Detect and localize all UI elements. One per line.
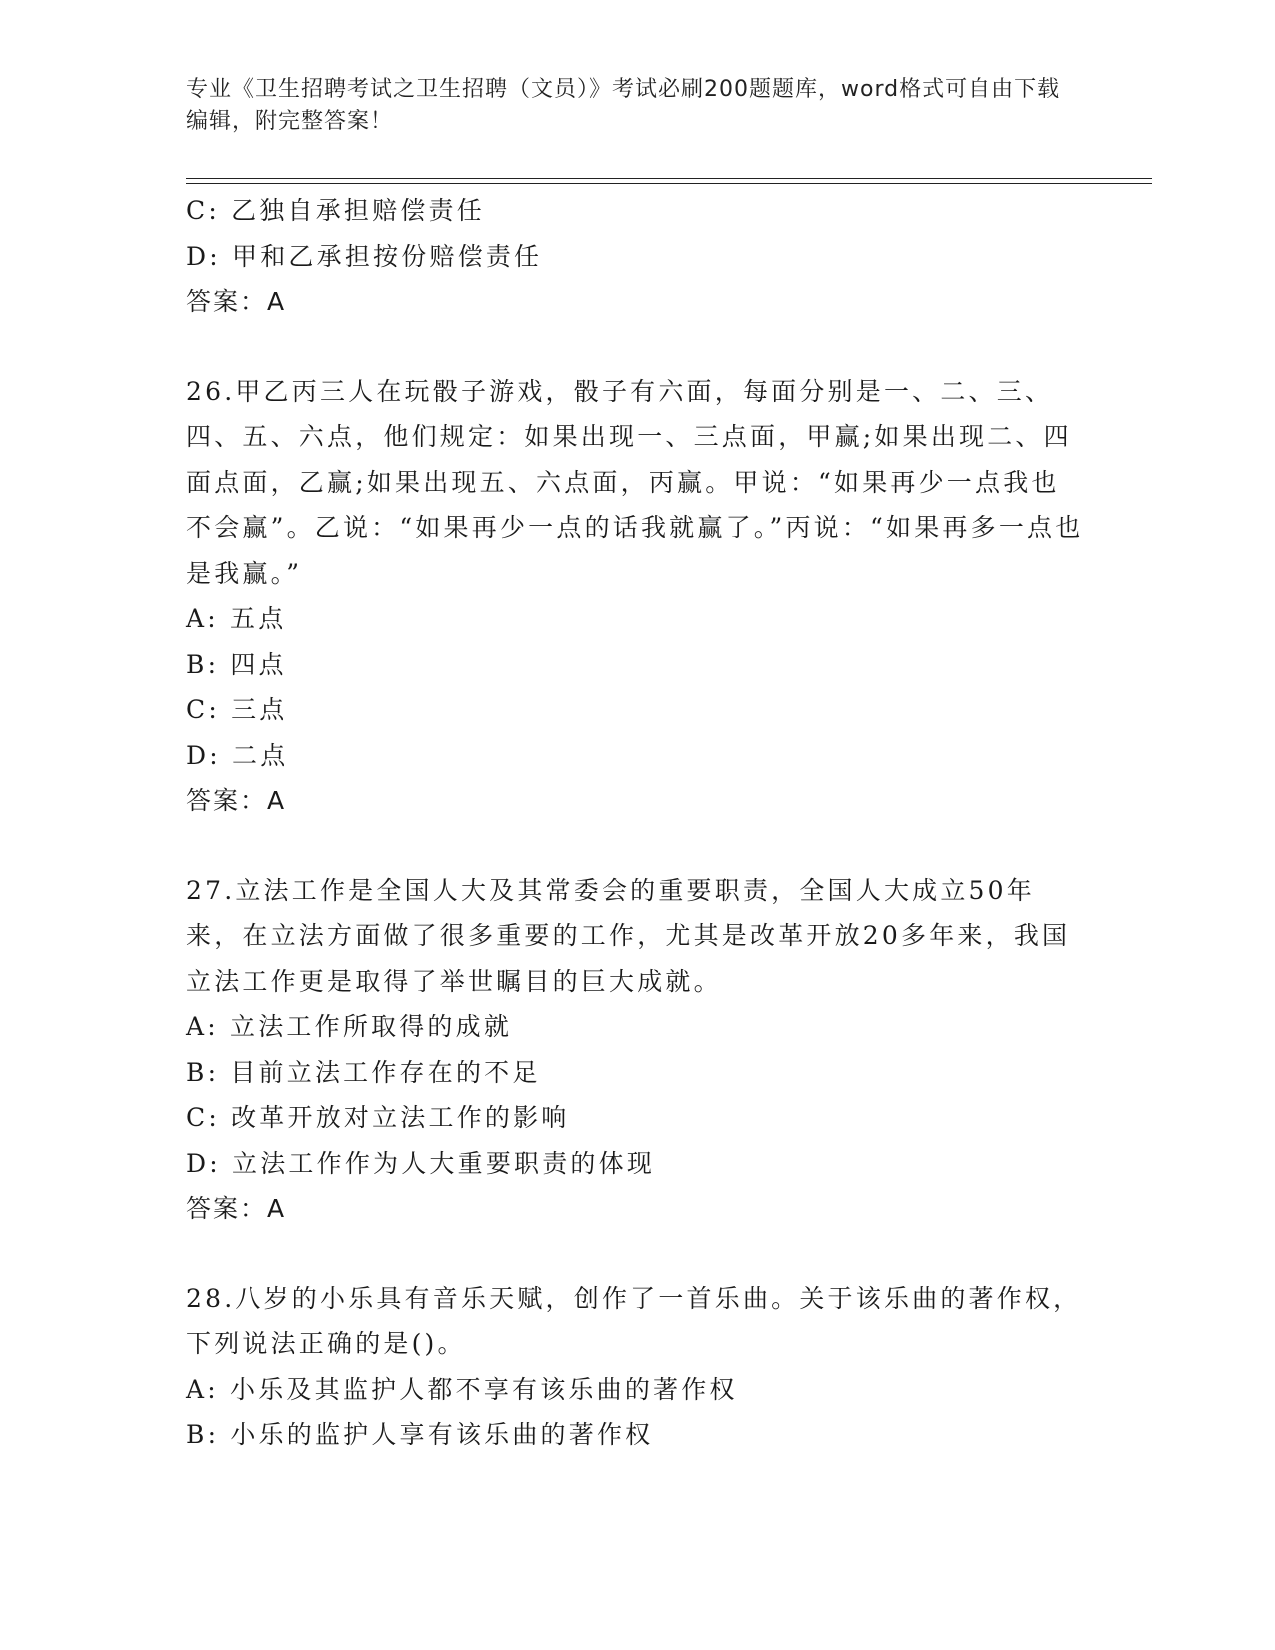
document-header: 专业《卫生招聘考试之卫生招聘（文员）》考试必刷200题题库，word格式可自由下载编辑，附完整答案！ xyxy=(186,77,1061,134)
option-d: D: 立法工作作为人大重要职责的体现 xyxy=(186,1148,656,1178)
option-b: B: 四点 xyxy=(186,649,287,679)
option-d: D: 二点 xyxy=(186,740,289,770)
question-list xyxy=(186,188,1086,1458)
option-b: B: 目前立法工作存在的不足 xyxy=(186,1057,541,1087)
option-c: C: 乙独自承担赔偿责任 xyxy=(186,196,485,225)
option-c: C: 三点 xyxy=(186,695,288,724)
option-a: A: 五点 xyxy=(186,604,287,633)
option-b: B: 小乐的监护人享有该乐曲的著作权 xyxy=(186,1420,654,1449)
answer-line: 答案：A xyxy=(186,1194,287,1223)
question-block xyxy=(186,868,1086,1232)
question-block xyxy=(186,1276,1086,1458)
header-rule-bottom xyxy=(186,183,1152,184)
option-a: A: 立法工作所取得的成就 xyxy=(186,1012,513,1041)
option-d: D: 甲和乙承担按份赔偿责任 xyxy=(186,241,543,271)
header-rule-top xyxy=(186,178,1152,179)
question-text: 27.立法工作是全国人大及其常委会的重要职责，全国人大成立50年来，在立法方面做了很多重要的工作，尤其是改革开放20多年来，我国立法工作更是取得了举世瞩目的巨大成就。 xyxy=(186,875,1071,996)
answer-line: 答案：A xyxy=(186,287,287,316)
answer-line: 答案：A xyxy=(186,786,287,815)
question-text: 26.甲乙丙三人在玩骰子游戏，骰子有六面，每面分别是一、二、三、四、五、六点，他们规定：如果出现一、三点面，甲赢;如果出现二、四面点面，乙赢;如果出现五、六点面，丙赢。甲说：“如果再少一点我也不会赢”。乙说：“如果再少一点的话我就赢了。”丙说：“如果再多一点也是我赢。” xyxy=(186,376,1084,588)
option-a: A: 小乐及其监护人都不享有该乐曲的著作权 xyxy=(186,1374,738,1404)
question-block xyxy=(186,188,1086,325)
option-c: C: 改革开放对立法工作的影响 xyxy=(186,1103,570,1132)
question-text: 28.八岁的小乐具有音乐天赋，创作了一首乐曲。关于该乐曲的著作权，下列说法正确的是()。 xyxy=(186,1283,1082,1358)
question-block xyxy=(186,369,1086,824)
